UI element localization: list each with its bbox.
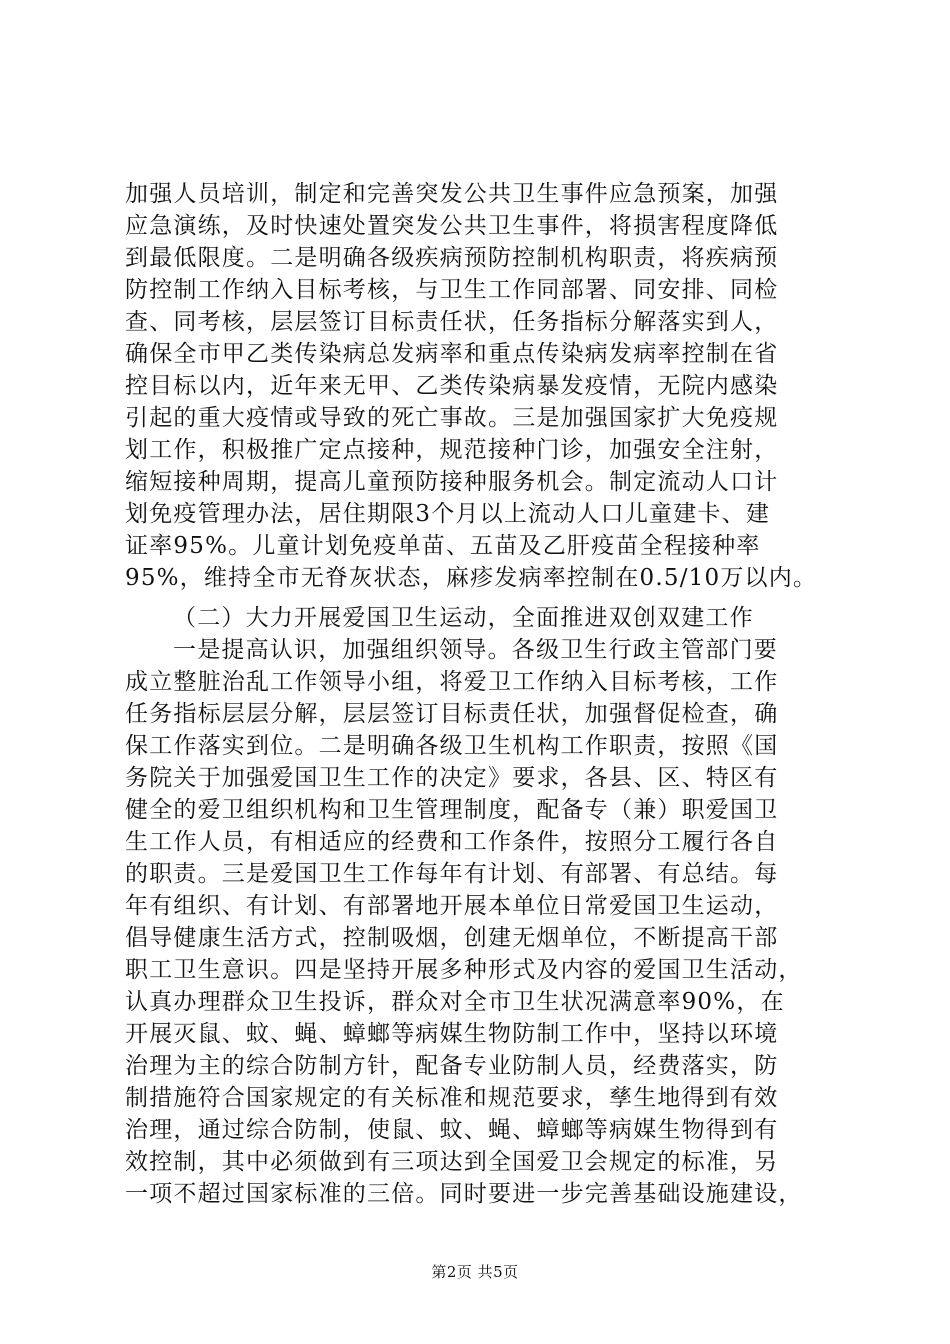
text-line: 防控制工作纳入目标考核，与卫生工作同部署、同安排、同检 [125, 277, 779, 303]
text-line: 加强人员培训，制定和完善突发公共卫生事件应急预案，加强 [125, 181, 779, 207]
text-line: 保工作落实到位。二是明确各级卫生机构工作职责，按照《国 [125, 733, 779, 759]
text-line: 划工作，积极推广定点接种，规范接种门诊，加强安全注射， [125, 437, 779, 463]
text-line: 查、同考核，层层签订目标责任状，任务指标分解落实到人， [125, 309, 779, 335]
text-line: 的职责。三是爱国卫生工作每年有计划、有部署、有总结。每 [125, 861, 779, 887]
text-line: 制措施符合国家规定的有关标准和规范要求，孳生地得到有效 [125, 1085, 779, 1111]
text-line: 到最低限度。二是明确各级疾病预防控制机构职责，将疾病预 [125, 245, 779, 271]
text-line: 治理为主的综合防制方针，配备专业防制人员，经费落实，防 [125, 1053, 779, 1079]
text-line: 任务指标层层分解，层层签订目标责任状，加强督促检查，确 [125, 701, 779, 727]
text-line: 证率95%。儿童计划免疫单苗、五苗及乙肝疫苗全程接种率 [125, 533, 761, 559]
page-number-footer: 第2页 共5页 [431, 1263, 519, 1281]
text-line: 95%，维持全市无脊灰状态，麻疹发病率控制在0.5/10万以内。 [125, 565, 818, 591]
text-line: 应急演练，及时快速处置突发公共卫生事件，将损害程度降低 [125, 213, 779, 239]
text-line: 治理，通过综合防制，使鼠、蚊、蝇、蟑螂等病媒生物得到有 [125, 1117, 779, 1143]
text-line: 效控制，其中必须做到有三项达到全国爱卫会规定的标准，另 [125, 1149, 779, 1175]
text-line: 开展灭鼠、蚊、蝇、蟑螂等病媒生物防制工作中，坚持以环境 [125, 1021, 779, 1047]
text-line: 控目标以内，近年来无甲、乙类传染病暴发疫情，无院内感染 [125, 373, 779, 399]
text-line: 引起的重大疫情或导致的死亡事故。三是加强国家扩大免疫规 [125, 405, 779, 431]
text-line: 倡导健康生活方式，控制吸烟，创建无烟单位，不断提高干部 [125, 925, 779, 951]
text-line: 成立整脏治乱工作领导小组，将爱卫工作纳入目标考核，工作 [125, 669, 779, 695]
text-line: 务院关于加强爱国卫生工作的决定》要求，各县、区、特区有 [125, 765, 779, 791]
section-2-body [125, 602, 837, 1210]
text-line: 确保全市甲乙类传染病总发病率和重点传染病发病率控制在省 [125, 341, 779, 367]
section-1-body [125, 178, 837, 594]
text-line: 健全的爱卫组织机构和卫生管理制度，配备专（兼）职爱国卫 [125, 797, 779, 823]
text-line: 划免疫管理办法，居住期限3个月以上流动人口儿童建卡、建 [125, 501, 771, 527]
text-line: 认真办理群众卫生投诉，群众对全市卫生状况满意率90%，在 [125, 989, 785, 1015]
text-line: 一项不超过国家标准的三倍。同时要进一步完善基础设施建设， [125, 1181, 803, 1207]
text-line: 年有组织、有计划、有部署地开展本单位日常爱国卫生运动， [125, 893, 779, 919]
text-line: 生工作人员，有相适应的经费和工作条件，按照分工履行各自 [125, 829, 779, 855]
paragraph-first-line: 一是提高认识，加强组织领导。各级卫生行政主管部门要 [173, 637, 778, 663]
text-line: 缩短接种周期，提高儿童预防接种服务机会。制定流动人口计 [125, 469, 779, 495]
section-heading: （二）大力开展爱国卫生运动，全面推进双创双建工作 [173, 605, 754, 631]
text-line: 职工卫生意识。四是坚持开展多种形式及内容的爱国卫生活动， [125, 957, 803, 983]
